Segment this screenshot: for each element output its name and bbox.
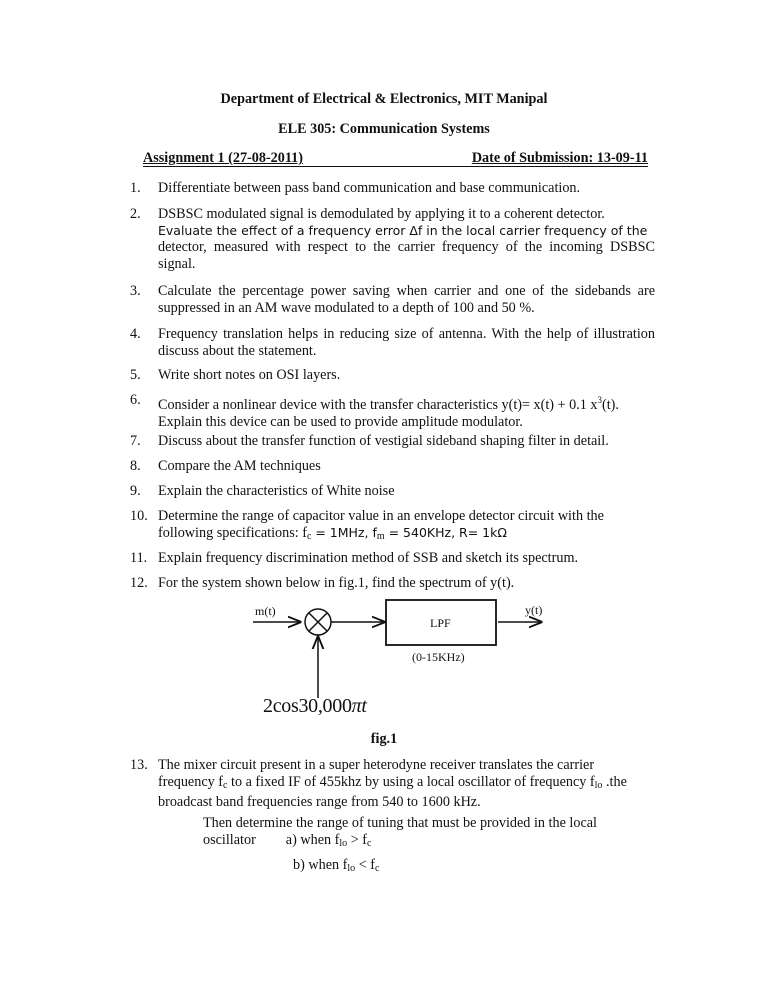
question-text: Write short notes on OSI layers. <box>158 367 341 383</box>
option-b <box>293 857 379 874</box>
question-text: Discuss about the transfer function of vestigial sideband shaping filter in detail. <box>158 433 609 449</box>
instruction-line: Then determine the range of tuning that must be provided in the local <box>203 815 597 831</box>
equation-part: = 540KHz, R= 1kΩ <box>384 524 507 540</box>
question-number: 11. <box>130 550 148 566</box>
question-text-line: Explain this device can be used to provide amplitude modulator. <box>158 413 523 430</box>
submission-date: Date of Submission: 13-09-11 <box>471 150 648 166</box>
question-number: 3. <box>130 283 141 299</box>
question-text-line: Consider a nonlinear device with the transfer characteristics y(t)= x(t) + 0.1 x <box>158 397 598 413</box>
question-13 <box>130 757 655 811</box>
question-text-line: DSBSC modulated signal is demodulated by applying it to a coherent detector. <box>158 206 605 222</box>
question-text-line: following specifications: f <box>158 524 307 541</box>
question-text: Frequency translation helps in reducing size of antenna. With the help of illustration discuss about the statement. <box>158 326 655 359</box>
question-text: Differentiate between pass band communication and base communication. <box>158 180 581 196</box>
subscript: c <box>366 837 372 849</box>
question-text: Compare the AM techniques <box>158 458 321 474</box>
question-number: 1. <box>130 180 141 196</box>
option-a: a) when f <box>285 831 340 848</box>
question-text: For the system shown below in fig.1, find the spectrum of y(t). <box>158 575 515 591</box>
question-number: 4. <box>130 326 141 342</box>
oscillator-formula <box>263 695 367 718</box>
question-number: 9. <box>130 483 141 499</box>
option-b-text: < f <box>355 857 375 873</box>
question-number: 6. <box>130 392 141 408</box>
question-number: 7. <box>130 433 141 449</box>
assignment-label: Assignment 1 (27-08-2011) <box>143 150 303 166</box>
question-text-line: broadcast band frequencies range from 540 to 1600 kHz. <box>158 794 481 810</box>
output-label: y(t) <box>525 603 543 617</box>
option-a: > f <box>347 831 367 848</box>
course-title: ELE 305: Communication Systems <box>278 121 490 137</box>
question-text-line: .the <box>602 773 627 790</box>
question-text-line: detector, measured with respect to the carrier frequency of the incoming DSBSC signal. <box>158 239 655 272</box>
subscript: lo <box>594 779 603 791</box>
option-b-text: b) when f <box>293 857 348 873</box>
instruction-line: oscillator <box>203 831 256 848</box>
subscript: m <box>376 530 385 542</box>
question-text-line: (t). <box>602 397 619 413</box>
question-text-line: The mixer circuit present in a super heterodyne receiver translates the carrier <box>158 757 595 773</box>
question-text: Explain frequency discrimination method of SSB and sketch its spectrum. <box>158 550 579 566</box>
question-number: 12. <box>130 575 148 591</box>
question-text-line: frequency f <box>158 773 223 790</box>
question-number: 5. <box>130 367 141 383</box>
formula-t: t <box>361 695 367 717</box>
question-text <box>158 757 655 811</box>
question-text: Explain the characteristics of White noise <box>158 483 395 499</box>
subscript: lo <box>339 837 348 849</box>
subscript: c <box>223 779 228 791</box>
subscript: c <box>306 530 312 542</box>
question-text-line: to a fixed IF of 455khz by using a local oscillator of frequency f <box>227 773 595 790</box>
question-text-line: Evaluate the effect of a frequency error Δf in the local carrier frequency of the <box>158 222 648 238</box>
formula-text: 2cos30,000 <box>263 695 352 717</box>
question-text: Calculate the percentage power saving when carrier and one of the sidebands are suppressed in an AM wave modulated to a depth of 100 and 50 %. <box>158 283 655 316</box>
lpf-label: LPF <box>430 616 451 630</box>
equation-part: = 1MHz, f <box>311 524 377 540</box>
question-text-line: Determine the range of capacitor value in an envelope detector circuit with the <box>158 508 604 524</box>
question-number: 8. <box>130 458 141 474</box>
input-label: m(t) <box>255 604 276 618</box>
question-13-instruction <box>203 815 655 852</box>
formula-pi: π <box>351 695 362 717</box>
question-number: 2. <box>130 206 141 222</box>
subscript: c <box>374 863 380 874</box>
department-title: Department of Electrical & Electronics, MIT Manipal <box>220 91 548 107</box>
exponent: 3 <box>597 395 603 405</box>
filter-range-label: (0-15KHz) <box>412 650 465 664</box>
subscript: lo <box>347 863 356 874</box>
question-number: 10. <box>130 508 148 524</box>
question-number: 13. <box>130 757 148 773</box>
figure-caption: fig.1 <box>370 731 398 747</box>
